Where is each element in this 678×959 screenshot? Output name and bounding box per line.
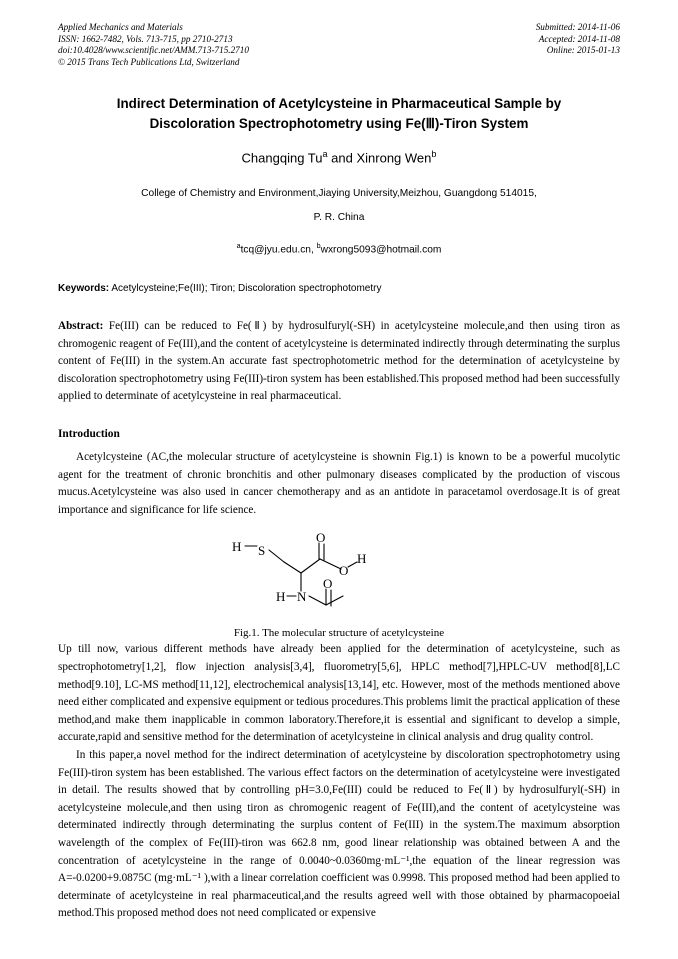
journal-issn-volume: ISSN: 1662-7482, Vols. 713-715, pp 2710-2713	[58, 33, 233, 44]
atom-label-h1: H	[232, 539, 242, 555]
keywords-text: Acetylcysteine;Fe(III); Tiron; Discoloration spectrophotometry	[109, 283, 382, 295]
email-a-marker: a	[236, 241, 241, 250]
accepted-date: Accepted: 2014-11-08	[538, 33, 620, 44]
title-line-1: Indirect Determination of Acetylcysteine in Pharmaceutical Sample by	[116, 96, 562, 112]
submitted-date: Submitted: 2014-11-06	[535, 22, 620, 32]
email-b[interactable]: wxrong5093@hotmail.com	[320, 244, 442, 256]
author-emails	[58, 242, 620, 255]
journal-header-right	[536, 22, 620, 57]
abstract-label: Abstract:	[58, 320, 104, 333]
atom-label-o2: O	[339, 563, 349, 579]
author-list	[58, 149, 620, 165]
atom-label-o3: O	[323, 576, 333, 592]
journal-copyright: © 2015 Trans Tech Publications Ltd, Switzerland	[58, 56, 240, 67]
paragraph-3: In this paper,a novel method for the indirect determination of acetylcysteine by discoloration spectrophotometry using Fe(III)-tiron system has been established. The various effect factors on the determination of acetylcysteine were investigated in detail. The results showed that by controlling pH=3.0,Fe(III) could be reduced to Fe(Ⅱ) by hydrosulfuryl(-SH) in acetylcysteine molecule,and then using tiron as chromogenic reagent of Fe(III),and the content of acetylcysteine was determinated indirectly through determinating the surplus content of Fe(III) in the system.The maximum absorption wavelength of the complex of Fe(III)-tiron was 662.8 nm, good linear relationship was obtained between A and the concentration of acetylcysteine in the range of 0.0040~0.0360mg·mL⁻¹,the equation of the linear regression was A=-0.0200+9.0875C (mg·mL⁻¹ ),with a linear correlation coefficient was 0.9998. This proposed method had been applied to determinate of acetylcysteine in real pharmaceutical,and the results agreed well with those obtained by pharmacopoeial method.This proposed method does not need complicated or expensive	[58, 749, 620, 920]
figure-1-caption: Fig.1. The molecular structure of acetylcysteine	[233, 627, 445, 640]
online-date: Online: 2015-01-13	[546, 45, 620, 56]
section-heading-introduction: Introduction	[58, 428, 120, 441]
atom-label-h3: H	[276, 589, 286, 605]
abstract	[58, 318, 620, 406]
author-2-affil-marker: b	[431, 149, 437, 160]
journal-header	[58, 22, 620, 68]
keywords	[58, 283, 620, 294]
journal-doi: doi:10.4028/www.scientific.net/AMM.713-715.2710	[58, 45, 249, 56]
affiliation-line-2: P. R. China	[313, 211, 365, 223]
atom-label-n: N	[297, 589, 307, 605]
atom-label-s: S	[258, 543, 266, 559]
page-content	[58, 22, 620, 923]
atom-label-o1: O	[316, 533, 326, 546]
email-b-marker: b	[316, 241, 321, 250]
affiliation-line-1: College of Chemistry and Environment,Jiaying University,Meizhou, Guangdong 514015,	[141, 187, 537, 199]
author-1-affil-marker: a	[322, 149, 328, 160]
acetylcysteine-structure-icon	[224, 533, 454, 625]
journal-name: Applied Mechanics and Materials	[58, 22, 183, 32]
atom-label-h2: H	[357, 551, 367, 567]
figure-1	[58, 533, 620, 625]
journal-header-left	[58, 22, 249, 68]
title-line-2: Discoloration Spectrophotometry using Fe(Ⅲ)-Tiron System	[149, 116, 529, 132]
author-conjunction: and	[327, 150, 357, 166]
paragraph-1: Acetylcysteine (AC,the molecular structure of acetylcysteine is shownin Fig.1) is known to be a powerful mucolytic agent for the treatment of chronic bronchitis and other pulmonary diseases complicated by the production of viscous mucus.Acetylcysteine was also used in cancer chemotherapy and as an antidote in paracetamol overdosage.It is of great importance and significance for life science.	[58, 451, 620, 516]
abstract-text: Fe(III) can be reduced to Fe(Ⅱ) by hydrosulfuryl(-SH) in acetylcysteine molecule,and then using tiron as chromogenic reagent of Fe(III),and the content of acetylcysteine is determinated indirectly through determinating the surplus content of Fe(III) in the system.An accurate fast spectrophotometric method for the determination of acetylcysteine by discoloration spectrophotometry using Fe(III)-tiron system has been established.This proposed method had been successfully applied to determinate of acetylcysteine in real pharmaceutical.	[58, 320, 620, 403]
email-a[interactable]: tcq@jyu.edu.cn,	[240, 244, 317, 256]
paragraph-2: Up till now, various different methods have already been applied for the determination of acetylcysteine, such as spectrophotometry[1,2], flow injection analysis[3,4], fluorometry[5,6], HPLC method[7],HPLC-UV method[8],LC method[9.10], LC-MS method[11,12], electrochemical analysis[13,14], etc. However, most of the methods mentioned above need either complicated and expensive equipment or tedious procedures.This problems limit the practical application of these method,and make them inapplicable in common laboratory.Therefore,it is essential and significant to develop a simple, accurate,rapid and sensitive method for the determination of acetylcysteine in clinical analysis and drug quality control.	[58, 643, 620, 744]
keywords-label: Keywords:	[58, 283, 110, 295]
affiliation	[58, 182, 620, 230]
author-name-2: Xinrong Wen	[356, 150, 432, 166]
author-name-1: Changqing Tu	[241, 150, 323, 166]
page-title	[58, 94, 620, 134]
